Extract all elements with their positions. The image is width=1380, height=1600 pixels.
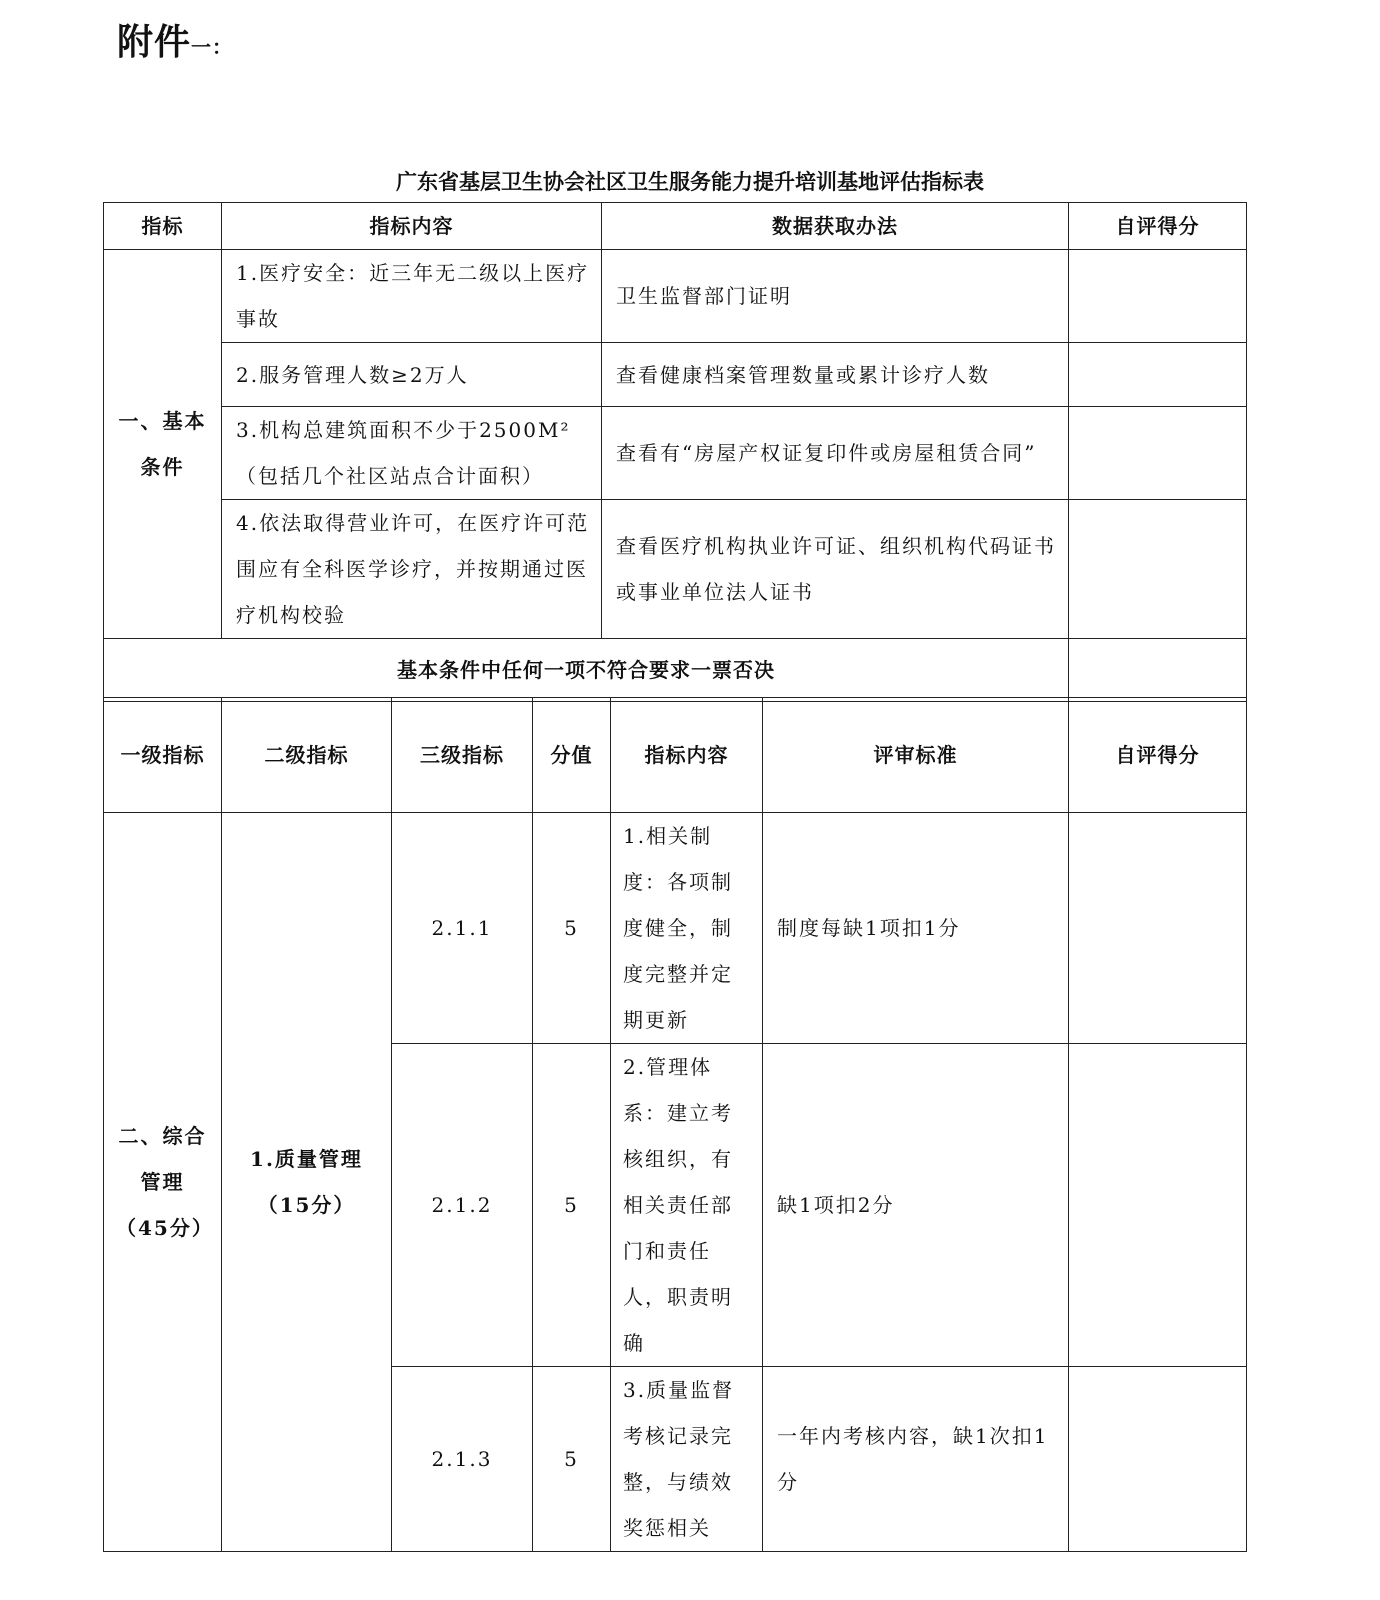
header-data-method: 数据获取办法 <box>602 203 1069 250</box>
header-self-score: 自评得分 <box>1069 203 1247 250</box>
header-standard: 评审标准 <box>763 698 1069 813</box>
attachment-label-text: 附件 <box>117 22 192 63</box>
header-indicator-content: 指标内容 <box>222 203 602 250</box>
header-level1: 一级指标 <box>104 698 222 813</box>
points-value: 5 <box>533 1044 611 1367</box>
review-standard: 一年内考核内容，缺1次扣1分 <box>763 1367 1069 1552</box>
header-level3: 三级指标 <box>392 698 533 813</box>
basic-score[interactable] <box>1069 250 1247 343</box>
indicator-content: 2.管理体系：建立考核组织，有相关责任部门和责任人，职责明确 <box>611 1044 763 1367</box>
basic-content: 1.医疗安全：近三年无二级以上医疗事故 <box>222 250 602 343</box>
basic-method: 查看健康档案管理数量或累计诊疗人数 <box>602 343 1069 407</box>
header-content: 指标内容 <box>611 698 763 813</box>
level3-code: 2.1.3 <box>392 1367 533 1552</box>
detail-indicators-table <box>103 697 1247 1552</box>
basic-score[interactable] <box>1069 407 1247 500</box>
detail-row <box>104 813 1247 1044</box>
level2-indicator <box>222 813 392 1552</box>
points-value: 5 <box>533 1367 611 1552</box>
level1-indicator <box>104 813 222 1552</box>
basic-category-text: 一、基本条件 <box>118 409 207 479</box>
level3-code: 2.1.1 <box>392 813 533 1044</box>
veto-note: 基本条件中任何一项不符合要求一票否决 <box>104 639 1069 702</box>
basic-header-row <box>104 203 1247 250</box>
attachment-label-suffix: 一： <box>191 35 234 59</box>
header-level2: 二级指标 <box>222 698 392 813</box>
header-self-score: 自评得分 <box>1069 698 1247 813</box>
basic-category <box>104 250 222 639</box>
veto-score[interactable] <box>1069 639 1247 702</box>
basic-row <box>104 407 1247 500</box>
detail-header-row <box>104 698 1247 813</box>
basic-conditions-table <box>103 202 1247 702</box>
level3-code: 2.1.2 <box>392 1044 533 1367</box>
self-score-cell[interactable] <box>1069 1367 1247 1552</box>
basic-row <box>104 343 1247 407</box>
level1-indicator-text: 二、综合管理（45分） <box>116 1124 214 1240</box>
basic-method: 查看医疗机构执业许可证、组织机构代码证书或事业单位法人证书 <box>602 500 1069 639</box>
review-standard: 制度每缺1项扣1分 <box>763 813 1069 1044</box>
attachment-label <box>117 14 233 65</box>
basic-content: 3.机构总建筑面积不少于2500M²（包括几个社区站点合计面积） <box>222 407 602 500</box>
review-standard: 缺1项扣2分 <box>763 1044 1069 1367</box>
basic-row <box>104 250 1247 343</box>
veto-row <box>104 639 1247 702</box>
document-title: 广东省基层卫生协会社区卫生服务能力提升培训基地评估指标表 <box>396 170 984 194</box>
basic-method: 卫生监督部门证明 <box>602 250 1069 343</box>
self-score-cell[interactable] <box>1069 813 1247 1044</box>
basic-row <box>104 500 1247 639</box>
level2-indicator-text: 1.质量管理（15分） <box>250 1147 363 1217</box>
points-value: 5 <box>533 813 611 1044</box>
self-score-cell[interactable] <box>1069 1044 1247 1367</box>
basic-method: 查看有“房屋产权证复印件或房屋租赁合同” <box>602 407 1069 500</box>
header-indicator: 指标 <box>104 203 222 250</box>
basic-score[interactable] <box>1069 343 1247 407</box>
header-points: 分值 <box>533 698 611 813</box>
basic-score[interactable] <box>1069 500 1247 639</box>
basic-content: 4.依法取得营业许可，在医疗许可范围应有全科医学诊疗，并按期通过医疗机构校验 <box>222 500 602 639</box>
indicator-content: 3.质量监督考核记录完整，与绩效奖惩相关 <box>611 1367 763 1552</box>
indicator-content: 1.相关制度：各项制度健全，制度完整并定期更新 <box>611 813 763 1044</box>
basic-content: 2.服务管理人数≥2万人 <box>222 343 602 407</box>
